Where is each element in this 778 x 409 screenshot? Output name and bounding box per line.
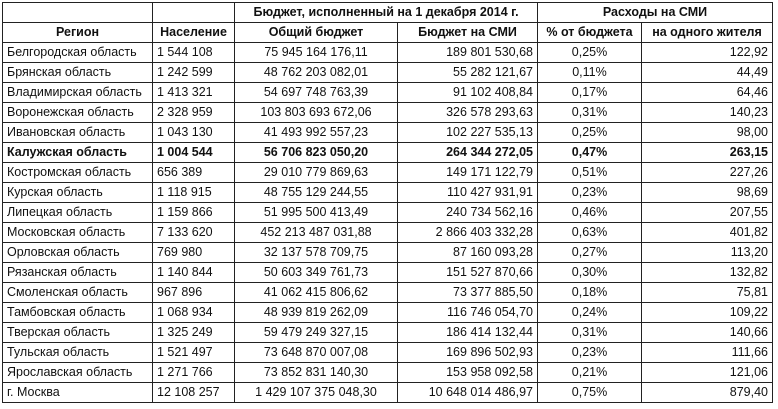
cell-population: 1 521 497	[153, 343, 235, 363]
cell-region: Курская область	[3, 183, 153, 203]
cell-per-resident: 44,49	[642, 63, 773, 83]
cell-population: 1 118 915	[153, 183, 235, 203]
cell-total-budget: 29 010 779 869,63	[235, 163, 398, 183]
header-row-sub	[3, 23, 773, 43]
cell-per-resident	[642, 343, 773, 363]
cell-per-resident: 109,22	[642, 303, 773, 323]
table-row	[3, 203, 773, 223]
cell-pct-budget: 0,24%	[538, 303, 642, 323]
red-underline-mark: 0,23%	[572, 343, 607, 362]
header-media-group: Расходы на СМИ	[538, 3, 773, 23]
cell-region: Ярославская область	[3, 363, 153, 383]
header-total-budget: Общий бюджет	[235, 23, 398, 43]
cell-total-budget: 452 213 487 031,88	[235, 223, 398, 243]
cell-region	[3, 343, 153, 363]
cell-media-budget: 149 171 122,79	[398, 163, 538, 183]
cell-population: 1 159 866	[153, 203, 235, 223]
cell-population: 656 389	[153, 163, 235, 183]
cell-media-budget: 326 578 293,63	[398, 103, 538, 123]
header-region: Регион	[3, 23, 153, 43]
cell-pct-budget: 0,11%	[538, 63, 642, 83]
header-row-top	[3, 3, 773, 23]
cell-pct-budget	[538, 343, 642, 363]
cell-per-resident: 121,06	[642, 363, 773, 383]
cell-region: Тамбовская область	[3, 303, 153, 323]
table-row	[3, 63, 773, 83]
cell-region: Белгородская область	[3, 43, 153, 63]
cell-pct-budget: 0,31%	[538, 323, 642, 343]
cell-population: 12 108 257	[153, 383, 235, 403]
cell-media-budget: 153 958 092,58	[398, 363, 538, 383]
cell-pct-budget: 0,51%	[538, 163, 642, 183]
cell-total-budget: 48 762 203 082,01	[235, 63, 398, 83]
cell-media-budget: 264 344 272,05	[398, 143, 538, 163]
cell-pct-budget: 0,25%	[538, 123, 642, 143]
table-row	[3, 43, 773, 63]
table-row	[3, 283, 773, 303]
table-row	[3, 143, 773, 163]
cell-population: 1 140 844	[153, 263, 235, 283]
cell-population: 1 043 130	[153, 123, 235, 143]
header-pct-budget: % от бюджета	[538, 23, 642, 43]
cell-media-budget: 2 866 403 332,28	[398, 223, 538, 243]
cell-region: Липецкая область	[3, 203, 153, 223]
cell-per-resident: 98,00	[642, 123, 773, 143]
cell-per-resident: 263,15	[642, 143, 773, 163]
cell-pct-budget: 0,30%	[538, 263, 642, 283]
cell-total-budget: 48 939 819 262,09	[235, 303, 398, 323]
cell-total-budget: 75 945 164 176,11	[235, 43, 398, 63]
cell-per-resident: 401,82	[642, 223, 773, 243]
cell-population: 1 325 249	[153, 323, 235, 343]
cell-pct-budget: 0,63%	[538, 223, 642, 243]
cell-pct-budget: 0,27%	[538, 243, 642, 263]
table-row	[3, 343, 773, 363]
cell-per-resident: 75,81	[642, 283, 773, 303]
cell-per-resident: 140,66	[642, 323, 773, 343]
cell-population: 2 328 959	[153, 103, 235, 123]
cell-media-budget: 189 801 530,68	[398, 43, 538, 63]
table-body	[3, 43, 773, 403]
cell-per-resident: 207,55	[642, 203, 773, 223]
cell-media-budget: 116 746 054,70	[398, 303, 538, 323]
cell-total-budget: 73 648 870 007,08	[235, 343, 398, 363]
cell-media-budget: 186 414 132,44	[398, 323, 538, 343]
cell-population: 1 271 766	[153, 363, 235, 383]
media-spending-table	[2, 2, 773, 403]
cell-population: 1 004 544	[153, 143, 235, 163]
cell-region: Смоленская область	[3, 283, 153, 303]
cell-region: Владимирская область	[3, 83, 153, 103]
cell-region: г. Москва	[3, 383, 153, 403]
cell-region: Тверская область	[3, 323, 153, 343]
cell-per-resident: 879,40	[642, 383, 773, 403]
cell-total-budget: 41 493 992 557,23	[235, 123, 398, 143]
cell-population: 1 544 108	[153, 43, 235, 63]
cell-total-budget: 51 995 500 413,49	[235, 203, 398, 223]
header-blank-population	[153, 3, 235, 23]
cell-media-budget: 102 227 535,13	[398, 123, 538, 143]
cell-population: 7 133 620	[153, 223, 235, 243]
cell-region: Костромская область	[3, 163, 153, 183]
cell-per-resident: 64,46	[642, 83, 773, 103]
cell-total-budget: 1 429 107 375 048,30	[235, 383, 398, 403]
header-budget-group: Бюджет, исполненный на 1 декабря 2014 г.	[235, 3, 538, 23]
cell-media-budget: 91 102 408,84	[398, 83, 538, 103]
cell-pct-budget: 0,17%	[538, 83, 642, 103]
cell-region: Воронежская область	[3, 103, 153, 123]
cell-pct-budget: 0,75%	[538, 383, 642, 403]
cell-media-budget: 73 377 885,50	[398, 283, 538, 303]
cell-pct-budget: 0,46%	[538, 203, 642, 223]
cell-total-budget: 59 479 249 327,15	[235, 323, 398, 343]
spreadsheet	[2, 2, 774, 405]
cell-per-resident: 98,69	[642, 183, 773, 203]
cell-total-budget: 54 697 748 763,39	[235, 83, 398, 103]
cell-pct-budget: 0,21%	[538, 363, 642, 383]
cell-region: Калужская область	[3, 143, 153, 163]
cell-media-budget: 169 896 502,93	[398, 343, 538, 363]
cell-total-budget: 73 852 831 140,30	[235, 363, 398, 383]
cell-total-budget: 50 603 349 761,73	[235, 263, 398, 283]
cell-per-resident: 113,20	[642, 243, 773, 263]
red-underline-mark: Тульская область	[7, 343, 109, 362]
cell-population: 769 980	[153, 243, 235, 263]
header-media-budget: Бюджет на СМИ	[398, 23, 538, 43]
table-row	[3, 223, 773, 243]
table-row	[3, 323, 773, 343]
table-row	[3, 363, 773, 383]
cell-media-budget: 87 160 093,28	[398, 243, 538, 263]
cell-media-budget: 110 427 931,91	[398, 183, 538, 203]
header-blank-region	[3, 3, 153, 23]
cell-pct-budget: 0,18%	[538, 283, 642, 303]
cell-per-resident: 122,92	[642, 43, 773, 63]
table-row	[3, 83, 773, 103]
cell-population: 1 068 934	[153, 303, 235, 323]
table-row	[3, 303, 773, 323]
cell-pct-budget: 0,31%	[538, 103, 642, 123]
cell-per-resident: 227,26	[642, 163, 773, 183]
cell-per-resident: 140,23	[642, 103, 773, 123]
red-underline-mark: 111,66	[732, 343, 768, 362]
table-row	[3, 243, 773, 263]
cell-media-budget: 151 527 870,66	[398, 263, 538, 283]
cell-population: 1 413 321	[153, 83, 235, 103]
cell-population: 1 242 599	[153, 63, 235, 83]
cell-region: Московская область	[3, 223, 153, 243]
table-row	[3, 103, 773, 123]
table-row	[3, 263, 773, 283]
cell-total-budget: 32 137 578 709,75	[235, 243, 398, 263]
table-row	[3, 163, 773, 183]
header-population: Население	[153, 23, 235, 43]
cell-region: Орловская область	[3, 243, 153, 263]
cell-population: 967 896	[153, 283, 235, 303]
cell-region: Брянская область	[3, 63, 153, 83]
cell-total-budget: 48 755 129 244,55	[235, 183, 398, 203]
cell-media-budget: 55 282 121,67	[398, 63, 538, 83]
cell-pct-budget: 0,47%	[538, 143, 642, 163]
cell-total-budget: 41 062 415 806,62	[235, 283, 398, 303]
cell-total-budget: 56 706 823 050,20	[235, 143, 398, 163]
cell-region: Рязанская область	[3, 263, 153, 283]
table-row	[3, 183, 773, 203]
cell-per-resident: 132,82	[642, 263, 773, 283]
cell-pct-budget: 0,23%	[538, 183, 642, 203]
cell-pct-budget: 0,25%	[538, 43, 642, 63]
cell-region: Ивановская область	[3, 123, 153, 143]
table-row	[3, 123, 773, 143]
cell-media-budget: 240 734 562,16	[398, 203, 538, 223]
cell-media-budget: 10 648 014 486,97	[398, 383, 538, 403]
header-per-resident: на одного жителя	[642, 23, 773, 43]
cell-total-budget: 103 803 693 672,06	[235, 103, 398, 123]
table-row	[3, 383, 773, 403]
